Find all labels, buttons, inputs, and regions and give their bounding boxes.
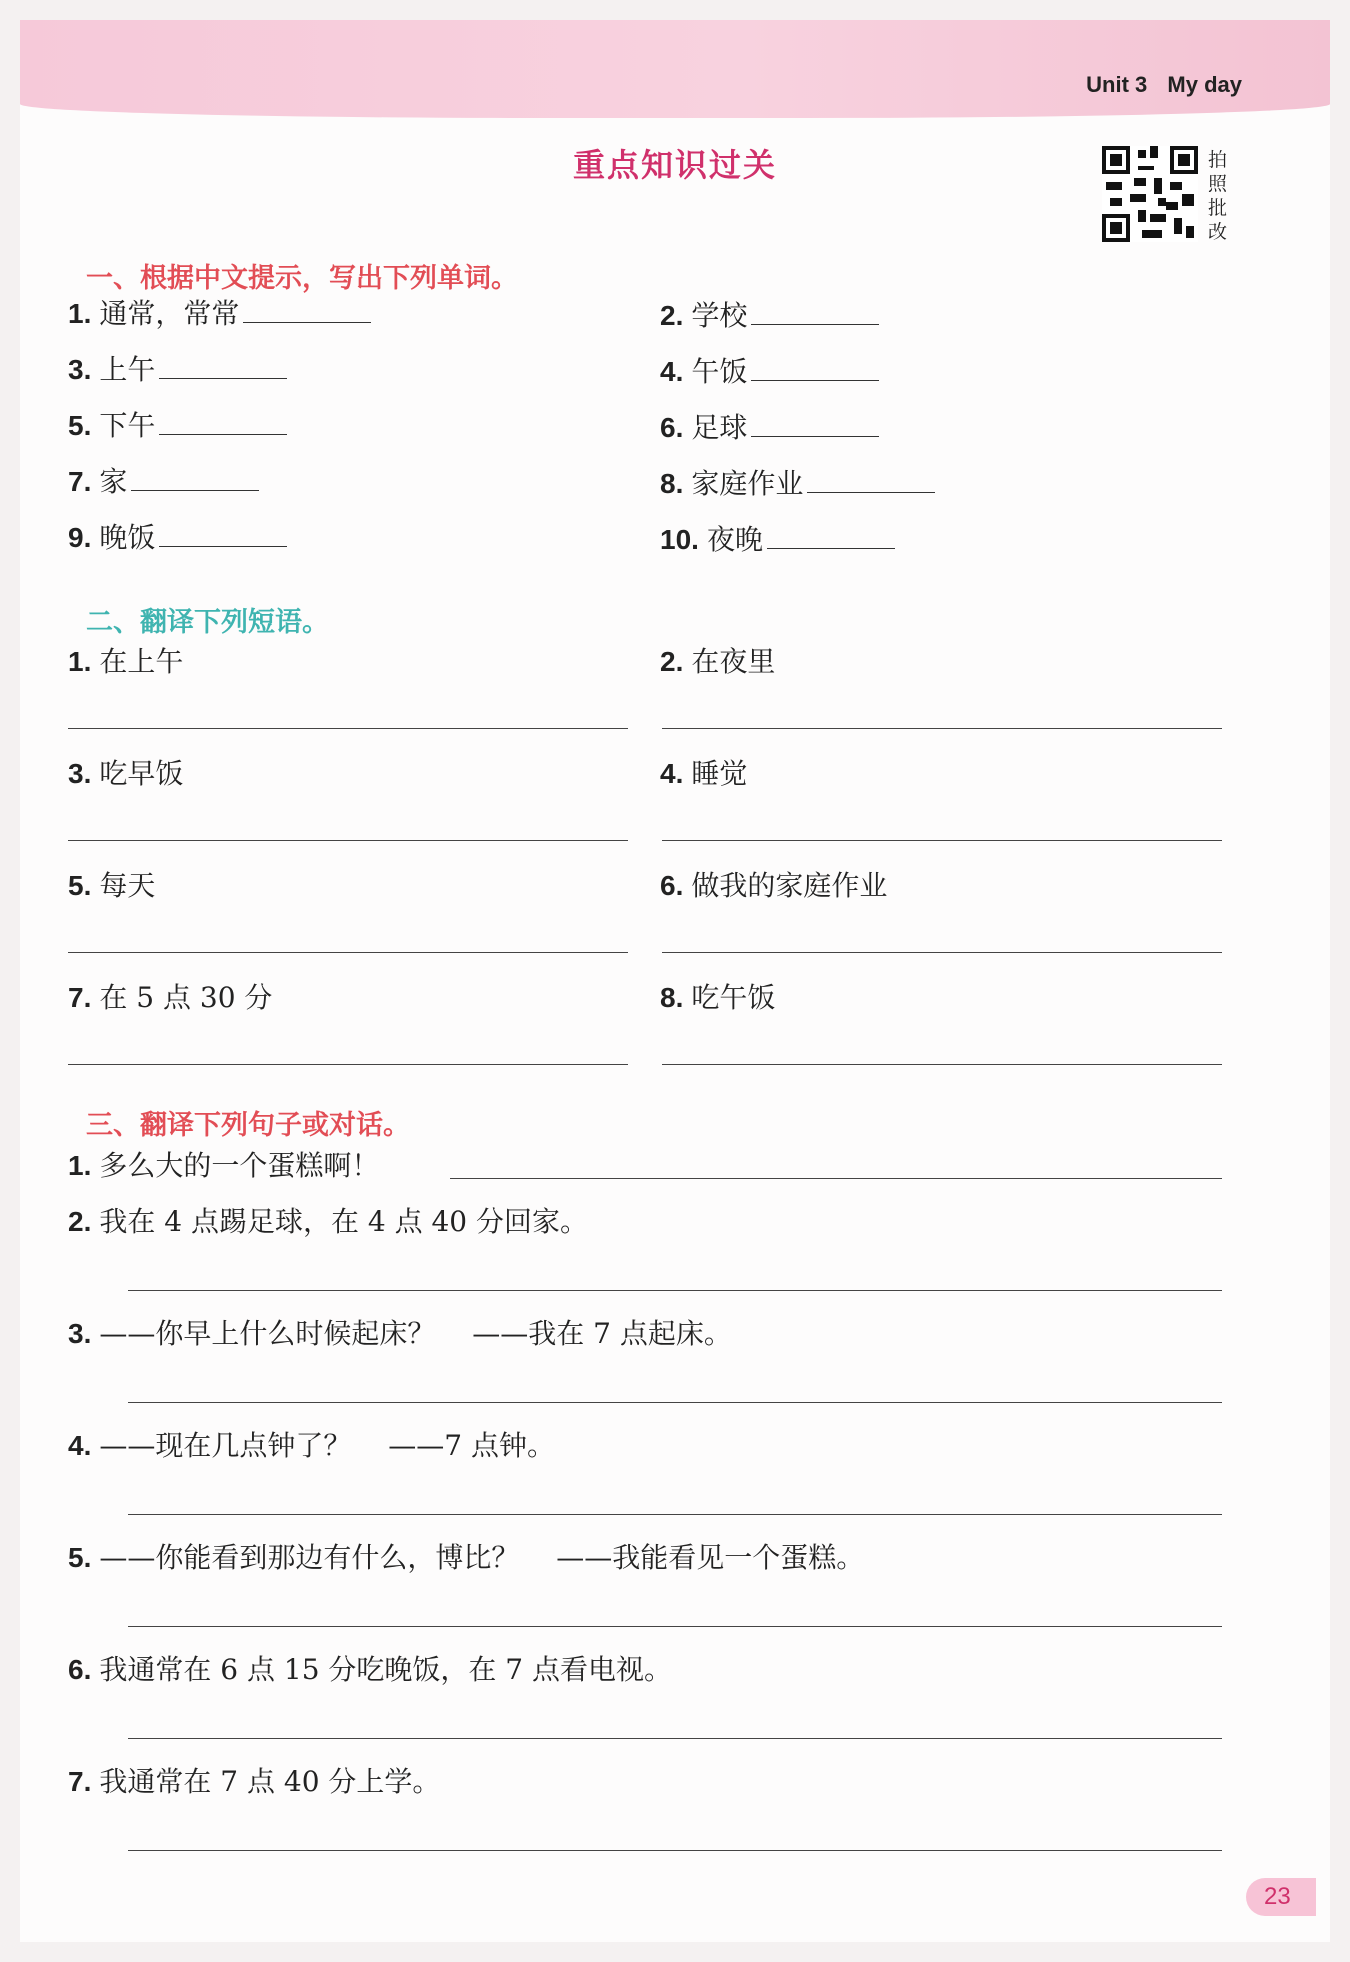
item-number: 2. [68, 1206, 92, 1237]
header-band [20, 20, 1330, 118]
item-prompt: 每天 [99, 869, 156, 902]
answer-line[interactable] [662, 728, 1222, 729]
item-prompt: 多么大的一个蛋糕啊！ [99, 1149, 380, 1182]
word-item [660, 518, 895, 558]
answer-line[interactable] [128, 1626, 1222, 1627]
item-number: 1. [68, 298, 92, 329]
item-number: 2. [660, 300, 684, 331]
answer-line[interactable] [450, 1178, 1222, 1179]
answer-line[interactable] [128, 1850, 1222, 1851]
item-number: 2. [660, 646, 684, 677]
item-prompt: 做我的家庭作业 [691, 869, 888, 902]
item-prompt: 在上午 [99, 645, 184, 678]
answer-blank[interactable] [751, 356, 879, 381]
answer-blank[interactable] [159, 354, 287, 379]
sentence-item [68, 1312, 732, 1352]
qr-caption [1208, 148, 1232, 244]
qr-caption-char: 照 [1208, 173, 1228, 195]
phrase-item [660, 752, 747, 792]
section-heading-3: 三、翻译下列句子或对话。 [86, 1110, 410, 1141]
answer-line[interactable] [128, 1738, 1222, 1739]
answer-blank[interactable] [767, 524, 895, 549]
sentence-item [68, 1424, 555, 1464]
item-number: 7. [68, 466, 92, 497]
item-prompt: 夜晚 [706, 523, 763, 556]
sentence-item [68, 1536, 864, 1576]
word-item [68, 404, 287, 444]
unit-label [1082, 72, 1242, 98]
worksheet-page [20, 20, 1330, 1942]
item-number: 5. [68, 870, 92, 901]
item-prompt: 睡觉 [691, 757, 748, 790]
phrase-item [660, 864, 887, 904]
item-number: 9. [68, 522, 92, 553]
word-item [68, 516, 287, 556]
item-number: 6. [68, 1654, 92, 1685]
word-item [68, 292, 371, 332]
item-number: 6. [660, 412, 684, 443]
page-number: 23 [1246, 1878, 1316, 1916]
answer-line[interactable] [68, 728, 628, 729]
item-prompt: 我通常在 6 点 15 分吃晚饭，在 7 点看电视。 [99, 1653, 673, 1686]
word-item [660, 350, 879, 390]
section-heading-2: 二、翻译下列短语。 [86, 607, 329, 638]
item-prompt: ——现在几点钟了？ ——7 点钟。 [99, 1429, 555, 1462]
item-prompt: 上午 [99, 353, 156, 386]
item-number: 4. [68, 1430, 92, 1461]
item-number: 3. [68, 758, 92, 789]
answer-line[interactable] [662, 952, 1222, 953]
item-number: 1. [68, 1150, 92, 1181]
item-number: 7. [68, 982, 92, 1013]
item-prompt: 在夜里 [691, 645, 776, 678]
qr-code-icon[interactable] [1102, 146, 1198, 242]
answer-line[interactable] [662, 1064, 1222, 1065]
qr-caption-char: 批 [1208, 197, 1228, 219]
item-number: 3. [68, 1318, 92, 1349]
item-prompt: 我在 4 点踢足球，在 4 点 40 分回家。 [99, 1205, 589, 1238]
section-heading-1: 一、根据中文提示，写出下列单词。 [86, 263, 518, 294]
item-number: 6. [660, 870, 684, 901]
item-number: 5. [68, 1542, 92, 1573]
sentence-item [68, 1648, 672, 1688]
page-title: 重点知识过关 [572, 146, 777, 184]
item-number: 3. [68, 354, 92, 385]
answer-blank[interactable] [131, 466, 259, 491]
item-prompt: 吃早饭 [99, 757, 184, 790]
item-number: 4. [660, 758, 684, 789]
item-number: 10. [660, 524, 699, 555]
item-prompt: 家庭作业 [691, 467, 804, 500]
phrase-item [68, 976, 272, 1016]
item-prompt: ——你能看到那边有什么，博比？ ——我能看见一个蛋糕。 [99, 1541, 865, 1574]
unit-title: My day [1167, 72, 1242, 97]
qr-caption-char: 拍 [1208, 149, 1228, 171]
answer-line[interactable] [68, 1064, 628, 1065]
phrase-item [68, 864, 155, 904]
item-prompt: 吃午饭 [691, 981, 776, 1014]
sentence-item [68, 1200, 588, 1240]
unit-number: Unit 3 [1086, 72, 1148, 97]
item-prompt: 下午 [99, 409, 156, 442]
item-prompt: 我通常在 7 点 40 分上学。 [99, 1765, 441, 1798]
word-item [660, 406, 879, 446]
answer-line[interactable] [68, 952, 628, 953]
item-prompt: ——你早上什么时候起床？ ——我在 7 点起床。 [99, 1317, 732, 1350]
item-prompt: 通常，常常 [99, 297, 240, 330]
answer-line[interactable] [128, 1290, 1222, 1291]
answer-blank[interactable] [159, 522, 287, 547]
item-number: 5. [68, 410, 92, 441]
item-number: 8. [660, 982, 684, 1013]
word-item [68, 460, 259, 500]
answer-blank[interactable] [243, 298, 371, 323]
phrase-item [68, 752, 183, 792]
answer-blank[interactable] [807, 468, 935, 493]
word-item [68, 348, 287, 388]
qr-caption-char: 改 [1208, 221, 1228, 243]
answer-line[interactable] [68, 840, 628, 841]
item-prompt: 在 5 点 30 分 [99, 981, 273, 1014]
item-prompt: 晚饭 [99, 521, 156, 554]
word-item [660, 294, 879, 334]
word-item [660, 462, 935, 502]
item-number: 4. [660, 356, 684, 387]
item-prompt: 足球 [691, 411, 748, 444]
phrase-item [68, 640, 183, 680]
phrase-item [660, 640, 775, 680]
item-prompt: 家 [99, 465, 128, 498]
answer-blank[interactable] [751, 412, 879, 437]
item-prompt: 学校 [691, 299, 748, 332]
item-number: 7. [68, 1766, 92, 1797]
answer-blank[interactable] [159, 410, 287, 435]
sentence-item [68, 1144, 379, 1184]
answer-line[interactable] [128, 1402, 1222, 1403]
item-prompt: 午饭 [691, 355, 748, 388]
answer-blank[interactable] [751, 300, 879, 325]
sentence-item [68, 1760, 440, 1800]
item-number: 1. [68, 646, 92, 677]
answer-line[interactable] [128, 1514, 1222, 1515]
answer-line[interactable] [662, 840, 1222, 841]
item-number: 8. [660, 468, 684, 499]
phrase-item [660, 976, 775, 1016]
